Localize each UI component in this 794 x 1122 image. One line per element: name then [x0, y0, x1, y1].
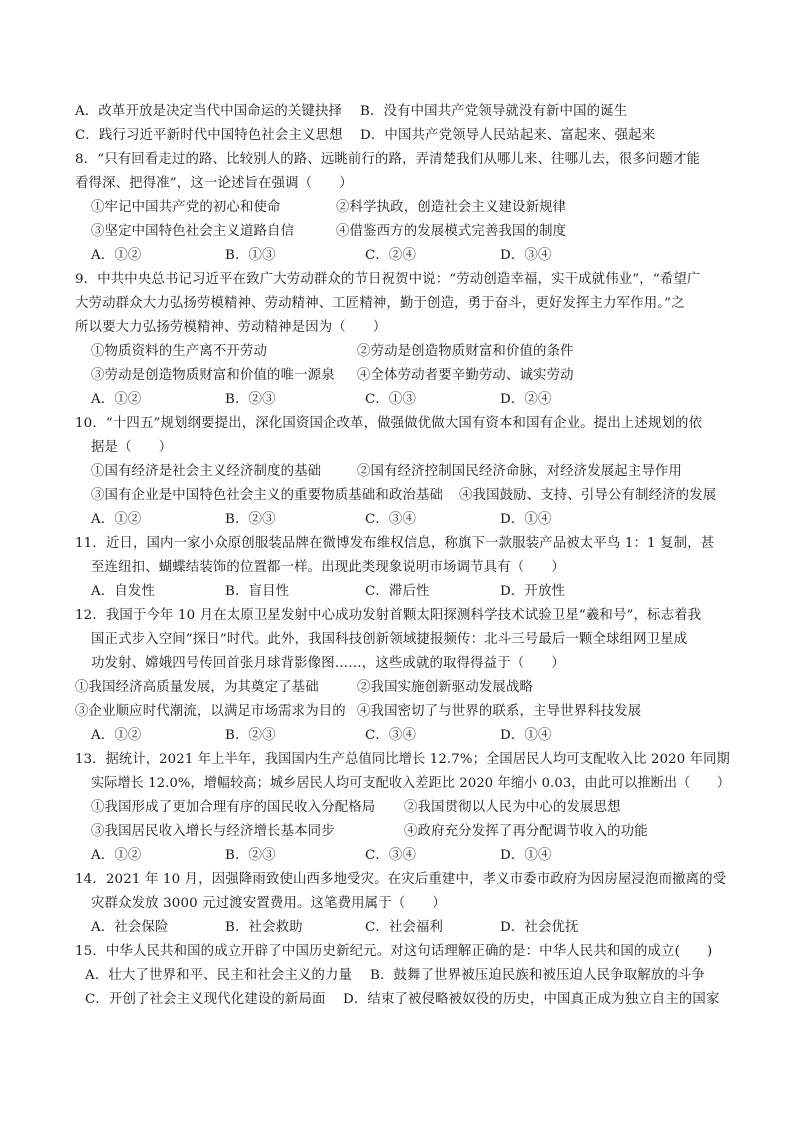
option-c: C．开创了社会主义现代化建设的新局面	[85, 992, 326, 1007]
question-stem: 据是（ ）	[91, 440, 173, 455]
statement-2: ②国有经济控制国民经济命脉，对经济发展起主导作用	[357, 464, 682, 479]
statement-2: ②我国贯彻以人民为中心的发展思想	[404, 800, 621, 815]
statement-3: ③企业顺应时代潮流，以满足市场需求为目的	[75, 704, 346, 719]
choice-d: D．①④	[500, 848, 552, 863]
choice-a: A．社会保险	[91, 920, 169, 935]
choice-a: A．①②	[91, 728, 142, 743]
choice-d: D．①④	[500, 728, 552, 743]
statement-2: ②科学执政，创造社会主义建设新规律	[336, 200, 567, 215]
choice-d: D．②④	[500, 392, 552, 407]
option-d: D．中国共产党领导人民站起来、富起来、强起来	[360, 128, 656, 143]
statement-3: ③我国居民收入增长与经济增长基本同步	[91, 824, 335, 839]
statement-3: ③国有企业是中国特色社会主义的重要物质基础和政治基础	[91, 488, 444, 503]
question-stem: 11．近日，国内一家小众原创服装品牌在微博发布维权信息，称旗下一款服装产品被太平鸟 1：1 复制，甚	[75, 536, 715, 551]
choice-c: C．②④	[365, 248, 417, 263]
question-stem: 9．中共中央总书记习近平在致广大劳动群众的节日祝贺中说：“劳动创造幸福，实干成就伟业”，“希望广	[75, 272, 701, 287]
statement-3: ③劳动是创造物质财富和价值的唯一源泉	[91, 368, 335, 383]
statement-4: ④我国鼓励、支持、引导公有制经济的发展	[459, 488, 717, 503]
choice-b: B．②③	[225, 728, 276, 743]
choice-c: C．滞后性	[365, 584, 430, 599]
choice-d: D．开放性	[500, 584, 566, 599]
choice-b: B．②③	[225, 392, 276, 407]
choice-b: B．②③	[225, 848, 276, 863]
question-stem: 国正式步入空间“探日”时代。此外，我国科技创新领域捷报频传：北斗三号最后一颗全球组网卫星成	[91, 632, 688, 647]
option-a: A．壮大了世界和平、民主和社会主义的力量	[85, 968, 353, 983]
question-stem: 所以要大力弘扬劳模精神、劳动精神是因为（ ）	[75, 320, 387, 335]
statement-1: ①我国经济高质量发展，为其奠定了基础	[75, 680, 319, 695]
question-stem: 功发射、嫦娥四号传回首张月球背影像图……，这些成就的取得得益于（ ）	[91, 656, 565, 671]
choice-d: D．③④	[500, 248, 552, 263]
question-stem: 10．“十四五”规划纲要提出，深化国资国企改革，做强做优做大国有资本和国有企业。提出上述规划的依	[75, 416, 703, 431]
choice-b: B．②③	[225, 512, 276, 527]
statement-4: ④政府充分发挥了再分配调节收入的功能	[404, 824, 648, 839]
choice-c: C．①③	[365, 392, 417, 407]
question-stem: 15．中华人民共和国的成立开辟了中国历史新纪元。对这句话理解正确的是：中华人民共和国的成立( )	[75, 944, 713, 959]
question-stem: 大劳动群众大力弘扬劳模精神、劳动精神、工匠精神，勤于创造，勇于奋斗，更好发挥主力军作用。”之	[75, 296, 685, 311]
statement-2: ②我国实施创新驱动发展战略	[357, 680, 534, 695]
statement-2: ②劳动是创造物质财富和价值的条件	[357, 344, 574, 359]
question-stem: 8．“只有回看走过的路、比较别人的路、远眺前行的路，弄清楚我们从哪儿来、往哪儿去，很多问题才能	[75, 152, 700, 167]
choice-b: B．社会救助	[225, 920, 303, 935]
question-stem: 14．2021 年 10 月，因强降雨致使山西多地受灾。在灾后重建中，孝义市委市政府为因房屋浸泡而撤离的受	[75, 872, 727, 887]
statement-1: ①国有经济是社会主义经济制度的基础	[91, 464, 322, 479]
option-b: B．鼓舞了世界被压迫民族和被压迫人民争取解放的斗争	[370, 968, 705, 983]
choice-a: A．①②	[91, 248, 142, 263]
choice-b: B．盲目性	[225, 584, 290, 599]
choice-c: C．③④	[365, 848, 417, 863]
question-stem: 实际增长 12.0%，增幅较高；城乡居民人均可支配收入差距比 2020 年缩小 0.03，由此可以推断出（ ）	[91, 776, 731, 791]
statement-1: ①牢记中国共产党的初心和使命	[91, 200, 281, 215]
statement-4: ④借鉴西方的发展模式完善我国的制度	[336, 224, 567, 239]
choice-c: C．③④	[365, 512, 417, 527]
option-c: C．践行习近平新时代中国特色社会主义思想	[75, 128, 343, 143]
choice-d: D．①④	[500, 512, 552, 527]
statement-3: ③坚定中国特色社会主义道路自信	[91, 224, 295, 239]
choice-c: C．③④	[365, 728, 417, 743]
choice-a: A．①②	[91, 512, 142, 527]
option-a: A．改革开放是决定当代中国命运的关键抉择	[75, 104, 343, 119]
question-stem: 13．据统计，2021 年上半年，我国国内生产总值同比增长 12.7%；全国居民人均可支配收入比 2020 年同期	[75, 752, 730, 767]
option-d: D．结束了被侵略被奴役的历史，中国真正成为独立自主的国家	[343, 992, 720, 1007]
statement-1: ①我国形成了更加合理有序的国民收入分配格局	[91, 800, 376, 815]
statement-4: ④我国密切了与世界的联系，主导世界科技发展	[357, 704, 642, 719]
question-stem: 看得深、把得准”，这一论述旨在强调（ ）	[75, 176, 353, 191]
statement-1: ①物质资料的生产离不开劳动	[91, 344, 268, 359]
choice-a: A．自发性	[91, 584, 155, 599]
question-stem: 灾群众发放 3000 元过渡安置费用。这笔费用属于（ ）	[91, 896, 446, 911]
choice-a: A．①②	[91, 392, 142, 407]
choice-b: B．①③	[225, 248, 276, 263]
option-b: B．没有中国共产党领导就没有新中国的诞生	[360, 104, 628, 119]
choice-d: D．社会优抚	[500, 920, 579, 935]
choice-c: C．社会福利	[365, 920, 444, 935]
question-stem: 12．我国于今年 10 月在太原卫星发射中心成功发射首颗太阳探测科学技术试验卫星“羲和号”，标志着我	[75, 608, 702, 623]
question-stem: 至连纽扣、蝴蝶结装饰的位置都一样。出现此类现象说明市场调节具有（ ）	[91, 560, 565, 575]
statement-4: ④全体劳动者要辛勤劳动、诚实劳动	[357, 368, 574, 383]
choice-a: A．①②	[91, 848, 142, 863]
